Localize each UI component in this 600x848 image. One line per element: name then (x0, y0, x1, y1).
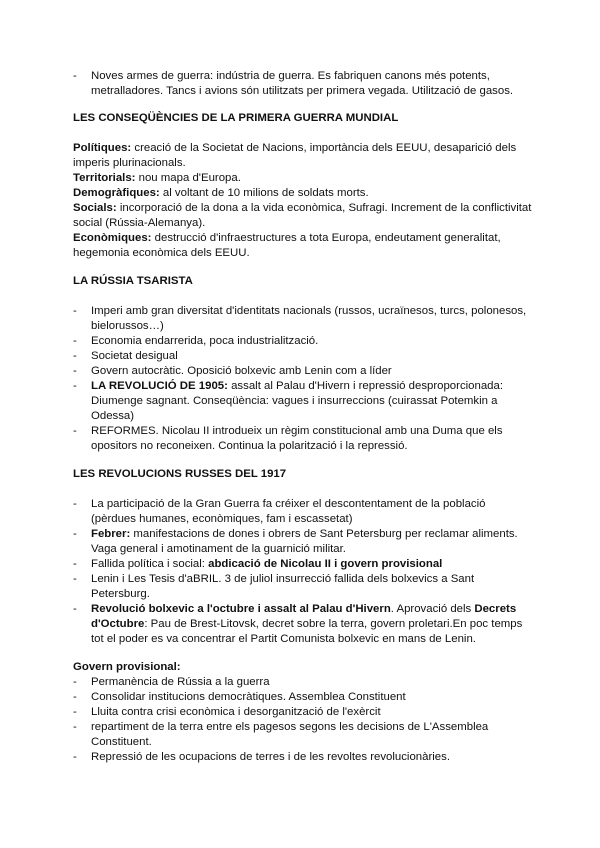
list-item: - Societat desigual (91, 349, 533, 364)
list-item: - Permanència de Rússia a la guerra (91, 675, 533, 690)
list-item: - Lluita contra crisi econòmica i desorganització de l'exèrcit (91, 705, 533, 720)
revolutions-list (73, 497, 533, 647)
consequence-demografiques (73, 186, 533, 201)
bold-revolucio-bolxevic: Revolució bolxevic a l'octubre i assalt al Palau d'Hivern (91, 603, 391, 615)
label-economiques: Econòmiques: (73, 232, 152, 244)
text-febrer: manifestacions de dones i obrers de Sant Petersburg per reclamar aliments. Vaga general i amotinament de la guarnició militar. (91, 528, 518, 555)
list-item: - REFORMES. Nicolau II introdueix un règim constitucional amb una Duma que els opositors no reconeixen. Continua la polarització i la repressió. (91, 424, 533, 454)
list-item: - Lenin i Les Tesis d'aBRIL. 3 de juliol insurrecció fallida dels bolxevics a Sant Petersburg. (91, 572, 533, 602)
document-page (73, 69, 533, 765)
label-politiques: Polítiques: (73, 142, 132, 154)
bold-revolucio-1905: LA REVOLUCIÓ DE 1905: (91, 380, 228, 392)
tsarist-list (73, 304, 533, 454)
consequence-politiques (73, 141, 533, 171)
bold-abdicacio: abdicació de Nicolau II i govern provisional (208, 558, 443, 570)
list-item (91, 379, 533, 424)
label-socials: Socials: (73, 202, 117, 214)
section-heading-govern-provisional: Govern provisional: (73, 661, 181, 673)
text-demografiques: al voltant de 10 milions de soldats morts. (159, 187, 369, 199)
text-fallida: Fallida política i social: (91, 558, 209, 570)
consequence-economiques (73, 231, 533, 261)
list-item: - repartiment de la terra entre els pagesos segons les decisions de L'Assemblea Constituent. (91, 720, 533, 750)
label-demografiques: Demogràfiques: (73, 187, 160, 199)
text-aprovacio: . Aprovació dels (390, 603, 475, 615)
list-item: - Imperi amb gran diversitat d'identitats nacionals (russos, ucraïnesos, turcs, polonesos, bielorussos…) (91, 304, 533, 334)
list-item: - Noves armes de guerra: indústria de guerra. Es fabriquen canons més potents, metralladores. Tancs i avions són utilitzats per primera vegada. Utilització de gasos. (91, 69, 533, 99)
text-politiques: creació de la Societat de Nacions, importància dels EEUU, desaparició dels imperis plurinacionals. (73, 142, 517, 169)
intro-list (73, 69, 533, 99)
label-territorials: Territorials: (73, 172, 136, 184)
consequences-block (73, 141, 533, 261)
bold-decrets-octubre: Decrets d'Octubre (91, 603, 517, 630)
text-decrets: : Pau de Brest-Litovsk, decret sobre la terra, govern proletari.En poc temps tot el poder es va concentrar el Partit Comunista bolxevic en mans de Lenin. (91, 618, 523, 645)
list-item: - Repressió de les ocupacions de terres i de les revoltes revolucionàries. (91, 750, 533, 765)
consequence-socials (73, 201, 533, 231)
bold-febrer: Febrer: (91, 528, 131, 540)
section-heading-consequencies: LES CONSEQÜÈNCIES DE LA PRIMERA GUERRA MUNDIAL (73, 112, 399, 124)
list-item (91, 527, 533, 557)
list-item: - Economia endarrerida, poca industrialització. (91, 334, 533, 349)
list-item: - Govern autocràtic. Oposició bolxevic amb Lenin com a líder (91, 364, 533, 379)
text-economiques: destrucció d'infraestructures a tota Europa, endeutament generalitat, hegemonia econòmica dels EEUU. (73, 232, 501, 259)
text-territorials: nou mapa d'Europa. (135, 172, 241, 184)
govern-provisional-list (73, 675, 533, 765)
section-heading-revolucions: LES REVOLUCIONS RUSSES DEL 1917 (73, 468, 287, 480)
list-item: - La participació de la Gran Guerra fa créixer el descontentament de la població (pèrdues humanes, econòmiques, fam i escassetat) (91, 497, 533, 527)
list-item (91, 602, 533, 647)
list-item: - Consolidar institucions democràtiques. Assemblea Constituent (91, 690, 533, 705)
text-socials: incorporació de la dona a la vida econòmica, Sufragi. Increment de la conflictivitat social (Rússia-Alemanya). (73, 202, 532, 229)
text-revolucio-1905: assalt al Palau d'Hivern i repressió desproporcionada: Diumenge sagnant. Conseqüència: vagues i insurreccions (cuirassat Potemkin a Odessa) (91, 380, 504, 422)
section-heading-russia-tsarista: LA RÚSSIA TSARISTA (73, 275, 193, 287)
consequence-territorials (73, 171, 533, 186)
list-item (91, 557, 533, 572)
